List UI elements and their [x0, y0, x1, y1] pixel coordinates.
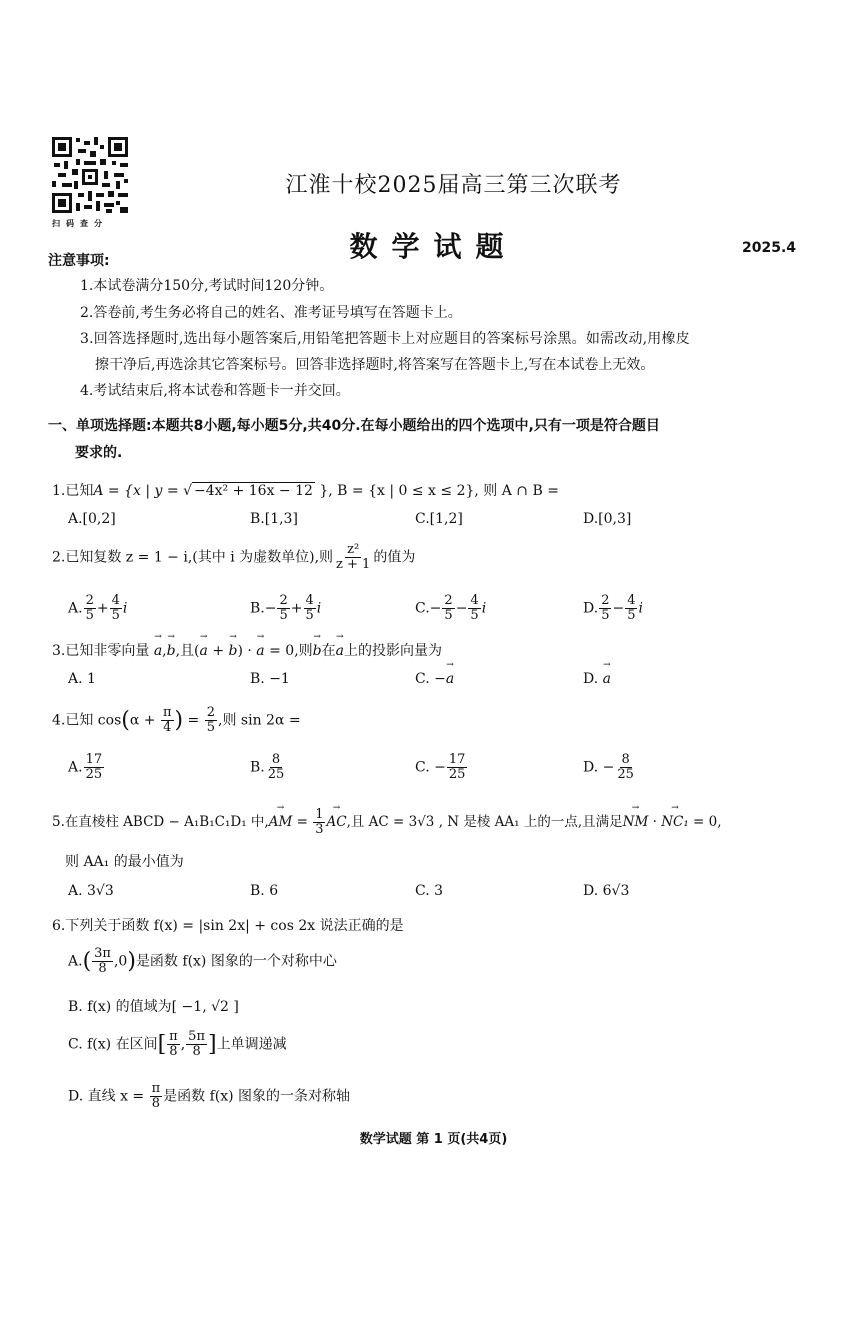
question-3-option-a: A. 1 — [68, 671, 96, 687]
question-4-stem: 4.已知 cos(α + $\frac{\pi}{4}$ ) = $\frac{2}{5}$ ,则 sin 2α = — [52, 705, 301, 735]
question-5-option-b: B. 6 — [250, 883, 279, 899]
exam-title: 江淮十校2025届高三第三次联考 — [285, 173, 622, 198]
section-heading: 一、单项选择题:本题共8小题,每小题5分,共40分.在每小题给出的四个选项中,只有一项是符合题目 — [48, 418, 660, 434]
question-1-stem: 1.已知A = {x | y = √ −4x² + 16x − 12 }, B = {x | 0 ≤ x ≤ 2}, 则 A ∩ B = — [52, 483, 559, 499]
question-5-stem: 5.在直棱柱 ABCD − A₁B₁C₁D₁ 中,→ AM = $\frac{1}{3}$ → AC,且 AC = 3√3 , N 是棱 AA₁ 上的一点,且满足→ NM · → NC₁ = 0, — [52, 808, 722, 837]
note-item: 3.回答选择题时,选出每小题答案后,用铅笔把答题卡上对应题目的答案标号涂黑。如需改动,用橡皮 — [80, 331, 690, 347]
exam-date: 2025.4 — [742, 240, 797, 256]
note-item: 擦干净后,再选涂其它答案标号。回答非选择题时,将答案写在答题卡上,写在本试卷上无效。 — [95, 357, 655, 373]
question-6-stem: 6.下列关于函数 f(x) = |sin 2x| + cos 2x 说法正确的是 — [52, 918, 404, 934]
question-4-option-a: A. $\frac{17}{25}$ — [68, 752, 103, 782]
notes-title: 注意事项: — [48, 253, 110, 269]
qr-caption: 扫码查分 — [52, 219, 108, 228]
question-2-option-c: C.− $\frac{2}{5}$ − $\frac{4}{5}$ i — [415, 593, 487, 623]
question-4-option-c: C. − $\frac{17}{25}$ — [415, 752, 466, 782]
section-heading-cont: 要求的. — [75, 445, 123, 461]
page-footer: 数学试题 第 1 页(共4页) — [359, 1132, 508, 1147]
note-item: 2.答卷前,考生务必将自己的姓名、准考证号填写在答题卡上。 — [80, 305, 462, 321]
question-3-option-b: B. −1 — [250, 671, 290, 687]
note-item: 4.考试结束后,将本试卷和答题卡一并交回。 — [80, 383, 350, 399]
question-2-stem: 2.已知复数 z = 1 − i,(其中 i 为虚数单位),则 $\frac{\text{z²}}{z + 1}$ 的值为 — [52, 542, 416, 572]
question-5-option-d: D. 6√3 — [583, 883, 630, 899]
question-6-option-c: C. f(x) 在区间[ $\frac{\pi}{8}$ , $\frac{5\pi}{8}$ ]上单调递减 — [68, 1029, 287, 1059]
question-5-stem-cont: 则 AA₁ 的最小值为 — [65, 854, 184, 870]
question-6-option-b: B. f(x) 的值域为[ −1, √2 ] — [68, 999, 239, 1015]
question-6-option-d: D. 直线 x = $\frac{\pi}{8}$ 是函数 f(x) 图象的一条对称轴 — [68, 1081, 351, 1111]
question-4-option-d: D. − $\frac{8}{25}$ — [583, 752, 634, 782]
question-3-option-d: D. → a — [583, 671, 611, 687]
question-6-option-a: A.( $\frac{3\pi}{8}$ ,0)是函数 f(x) 图象的一个对称中心 — [68, 946, 337, 976]
question-2-option-b: B.− $\frac{2}{5}$ + $\frac{4}{5}$ i — [250, 593, 322, 623]
question-3-option-c: C. −→ a — [415, 671, 454, 687]
question-2-option-d: D. $\frac{2}{5}$ − $\frac{4}{5}$ i — [583, 593, 643, 623]
question-4-option-b: B. $\frac{8}{25}$ — [250, 752, 285, 782]
subject-title: 数学试题 — [349, 230, 518, 263]
question-1-option-b: B.[1,3] — [250, 511, 298, 527]
question-1-option-d: D.[0,3] — [583, 511, 632, 527]
question-5-option-a: A. 3√3 — [68, 883, 114, 899]
question-2-option-a: A. $\frac{2}{5}$ + $\frac{4}{5}$ i — [68, 593, 128, 623]
question-3-stem: 3.已知非零向量 → a,→ b,且(→ a + → b) · → a = 0,则→ b在→ a上的投影向量为 — [52, 640, 442, 660]
question-1-option-a: A.[0,2] — [68, 511, 116, 527]
question-1-option-c: C.[1,2] — [415, 511, 463, 527]
note-item: 1.本试卷满分150分,考试时间120分钟。 — [80, 278, 334, 294]
question-5-option-c: C. 3 — [415, 883, 444, 899]
